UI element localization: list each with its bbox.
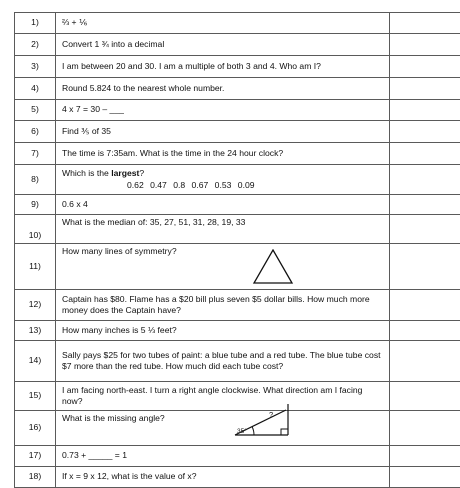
unknown-angle-label: ? (269, 410, 273, 419)
question-text: If x = 9 x 12, what is the value of x? (56, 467, 390, 488)
question-row (15, 341, 460, 382)
right-angle-diagram (232, 402, 294, 440)
answer-cell (390, 143, 460, 165)
answer-cell (390, 78, 460, 100)
question-row (15, 78, 460, 100)
question-row (15, 34, 460, 56)
question-text: I am between 20 and 30. I am a multiple of both 3 and 4. Who am I? (56, 56, 390, 78)
question-text: 0.73 + _____ = 1 (56, 446, 390, 467)
worksheet-table (14, 12, 460, 488)
question-text (56, 165, 390, 195)
triangle-shape (252, 249, 294, 285)
prompt-text: Which is the (62, 168, 111, 178)
number-options: 0.62 0.47 0.8 0.67 0.53 0.09 (62, 180, 383, 191)
question-text: How many inches is 5 ⅓ feet? (56, 321, 390, 341)
question-row (15, 56, 460, 78)
question-text: I am facing north-east. I turn a right angle clockwise. What direction am I facing now? (56, 382, 390, 411)
question-row (15, 321, 460, 341)
question-row (15, 13, 460, 34)
question-text: Sally pays $25 for two tubes of paint: a blue tube and a red tube. The blue tube cost $7 more than the red tube. How much did each tube cost? (56, 341, 390, 382)
question-text (56, 244, 390, 290)
question-number: 12) (15, 290, 56, 321)
question-number: 5) (15, 100, 56, 121)
question-number: 15) (15, 382, 56, 411)
question-row (15, 143, 460, 165)
answer-cell (390, 195, 460, 215)
question-text: What is the median of: 35, 27, 51, 31, 28, 19, 33 (56, 215, 390, 244)
answer-cell (390, 290, 460, 321)
question-row (15, 100, 460, 121)
question-number: 2) (15, 34, 56, 56)
question-text: Round 5.824 to the nearest whole number. (56, 78, 390, 100)
question-row (15, 195, 460, 215)
question-row (15, 244, 460, 290)
answer-cell (390, 215, 460, 244)
answer-cell (390, 34, 460, 56)
question-prompt: What is the missing angle? (62, 413, 165, 423)
answer-cell (390, 382, 460, 411)
question-number: 8) (15, 165, 56, 195)
answer-cell (390, 321, 460, 341)
question-number: 10) (15, 215, 56, 244)
question-number: 16) (15, 411, 56, 446)
question-text: 4 x 7 = 30 – ___ (56, 100, 390, 121)
question-number: 9) (15, 195, 56, 215)
answer-cell (390, 13, 460, 34)
question-text: Find ⅗ of 35 (56, 121, 390, 143)
answer-cell (390, 165, 460, 195)
answer-cell (390, 467, 460, 488)
question-text (56, 411, 390, 446)
question-row (15, 290, 460, 321)
question-text: 0.6 x 4 (56, 195, 390, 215)
question-number: 4) (15, 78, 56, 100)
answer-cell (390, 56, 460, 78)
question-text: The time is 7:35am. What is the time in the 24 hour clock? (56, 143, 390, 165)
question-row (15, 411, 460, 446)
prompt-emphasis: largest (111, 168, 139, 178)
question-number: 7) (15, 143, 56, 165)
answer-cell (390, 411, 460, 446)
question-number: 14) (15, 341, 56, 382)
question-number: 17) (15, 446, 56, 467)
question-number: 18) (15, 467, 56, 488)
question-text: ⅔ + ⅙ (56, 13, 390, 34)
answer-cell (390, 446, 460, 467)
question-row (15, 121, 460, 143)
answer-cell (390, 341, 460, 382)
prompt-text-end: ? (139, 168, 144, 178)
question-row (15, 165, 460, 195)
question-number: 1) (15, 13, 56, 34)
question-number: 6) (15, 121, 56, 143)
answer-cell (390, 121, 460, 143)
question-number: 13) (15, 321, 56, 341)
question-text: Convert 1 ¾ into a decimal (56, 34, 390, 56)
answer-cell (390, 100, 460, 121)
answer-cell (390, 244, 460, 290)
question-number: 11) (15, 244, 56, 290)
question-row (15, 215, 460, 244)
question-row (15, 467, 460, 488)
question-row (15, 446, 460, 467)
question-prompt: How many lines of symmetry? (62, 246, 177, 256)
question-number: 3) (15, 56, 56, 78)
angle-label: 35° (237, 427, 247, 435)
question-text: Captain has $80. Flame has a $20 bill plus seven $5 dollar bills. How much more money does the Captain have? (56, 290, 390, 321)
question-prompt (62, 168, 383, 179)
